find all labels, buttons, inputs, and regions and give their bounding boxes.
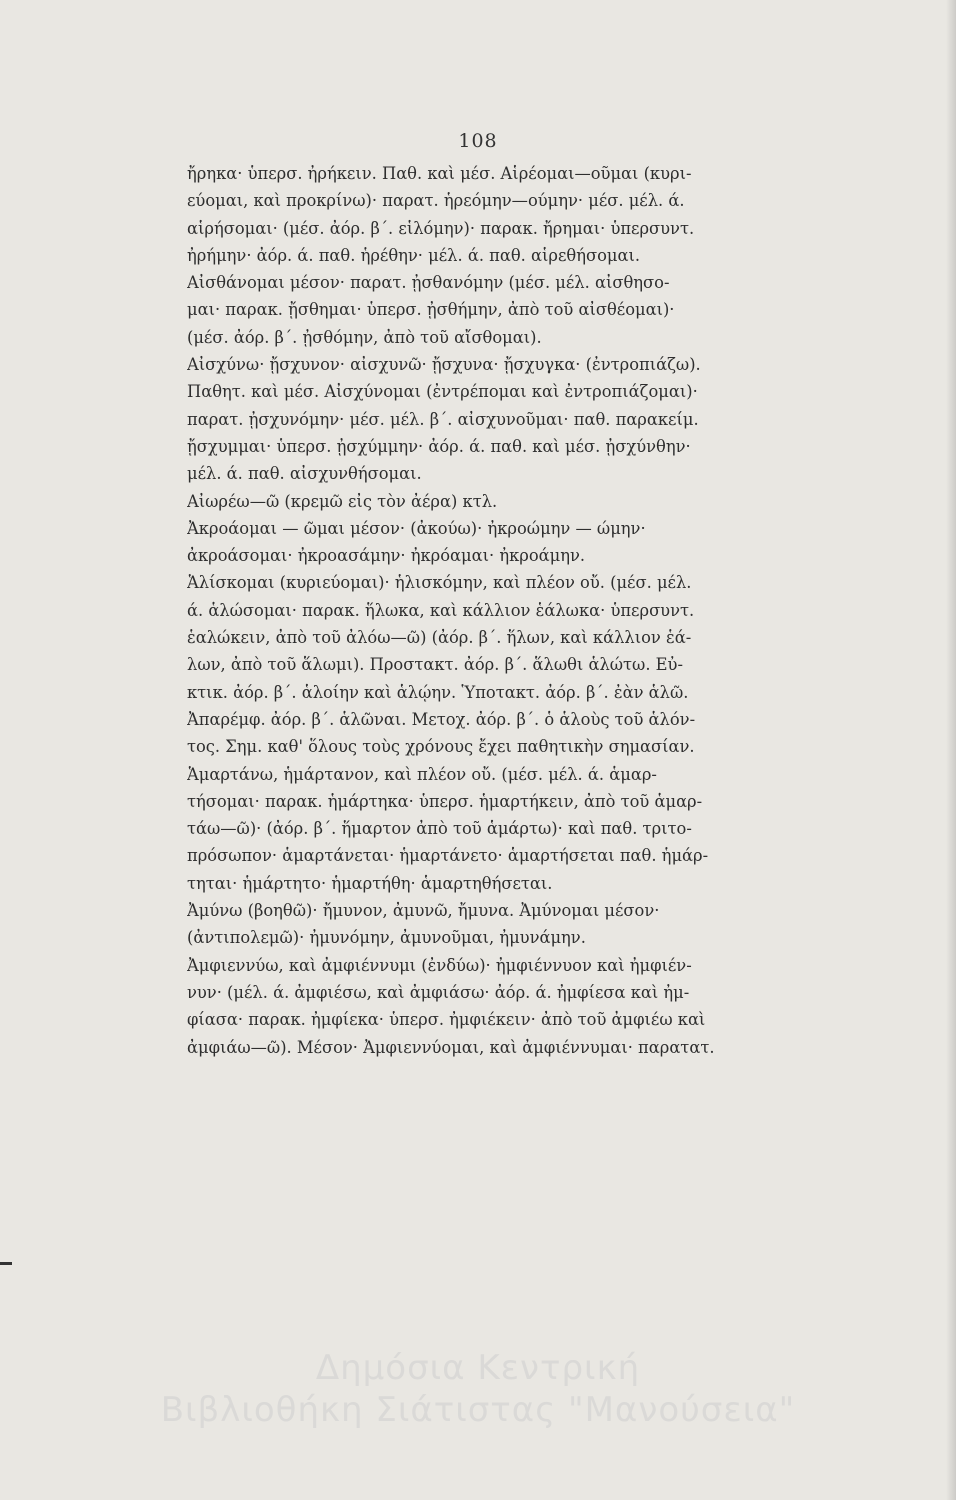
text-line: ἠρήμην· ἀόρ. ά. παθ. ἡρέθην· μέλ. ά. παθ. αἱρεθήσομαι. xyxy=(187,245,641,265)
text-line: Παθητ. καὶ μέσ. Αἰσχύνομαι (ἐντρέπομαι καὶ ἐντροπιάζομαι)· xyxy=(187,382,698,402)
text-line: Ἀπαρέμφ. ἀόρ. β΄. ἁλῶναι. Μετοχ. ἀόρ. β΄. ὁ ἁλοὺς τοῦ ἁλόν- xyxy=(187,709,696,729)
text-line: αἱρήσομαι· (μέσ. ἀόρ. β΄. εἱλόμην)· παρακ. ἤρημαι· ὑπερσυντ. xyxy=(187,218,695,238)
text-line: νυν· (μέλ. ά. ἀμφιέσω, καὶ ἀμφιάσω· ἀόρ. ά. ἠμφίεσα καὶ ἠμ- xyxy=(187,982,690,1002)
text-line: ά. ἁλώσομαι· παρακ. ἥλωκα, καὶ κάλλιον ἑάλωκα· ὑπερσυντ. xyxy=(187,600,695,620)
text-line: Αἰσχύνω· ᾔσχυνον· αἰσχυνῶ· ᾔσχυνα· ᾔσχυγκα· (ἐντροπιάζω). xyxy=(187,355,701,375)
text-line: (ἀντιπολεμῶ)· ἠμυνόμην, ἀμυνοῦμαι, ἠμυνάμην. xyxy=(187,928,586,948)
text-line: πρόσωπον· ἁμαρτάνεται· ἡμαρτάνετο· ἁμαρτήσεται παθ. ἡμάρ- xyxy=(187,846,709,866)
text-line: παρατ. ᾐσχυνόμην· μέσ. μέλ. β΄. αἰσχυνοῦμαι· παθ. παρακείμ. xyxy=(187,409,699,429)
text-line: κτικ. ἀόρ. β΄. ἁλοίην καὶ ἁλῴην. Ὑποτακτ. ἀόρ. β΄. ἐὰν ἁλῶ. xyxy=(187,682,689,702)
scan-edge-shadow xyxy=(946,0,956,1500)
library-watermark-line-2: Βιβλιοθήκη Σιάτιστας "Μανούσεια" xyxy=(160,1390,796,1430)
margin-mark xyxy=(0,1262,12,1265)
text-line: Αἰωρέω—ῶ (κρεμῶ εἰς τὸν ἀέρα) κτλ. xyxy=(187,491,498,511)
text-line: φίασα· παρακ. ἠμφίεκα· ὑπερσ. ἠμφιέκειν· ἀπὸ τοῦ ἀμφιέω καὶ xyxy=(187,1010,706,1030)
text-line: Ἁμαρτάνω, ἡμάρτανον, καὶ πλέον οὔ. (μέσ. μέλ. ά. ἁμαρ- xyxy=(187,764,657,784)
text-body xyxy=(187,160,849,1061)
text-line: μέλ. ά. παθ. αἰσχυνθήσομαι. xyxy=(187,464,422,484)
text-line: (μέσ. ἀόρ. β΄. ᾐσθόμην, ἀπὸ τοῦ αἴσθομαι). xyxy=(187,327,542,347)
text-line: εύομαι, καὶ προκρίνω)· παρατ. ἡρεόμην—ούμην· μέσ. μέλ. ά. xyxy=(187,191,685,211)
text-line: ᾔσχυμμαι· ὑπερσ. ᾐσχύμμην· ἀόρ. ά. παθ. καὶ μέσ. ᾐσχύνθην· xyxy=(187,436,691,456)
text-line: ἀκροάσομαι· ἠκροασάμην· ἠκρόαμαι· ἠκροάμην. xyxy=(187,546,586,566)
text-line: Ἀκροάομαι — ῶμαι μέσον· (ἀκούω)· ἠκροώμην — ώμην· xyxy=(187,518,646,538)
text-line: ἀμφιάω—ῶ). Μέσον· Ἀμφιεννύομαι, καὶ ἀμφιέννυμαι· παρατατ. xyxy=(187,1037,715,1057)
text-line: τηται· ἡμάρτητο· ἡμαρτήθη· ἁμαρτηθήσεται. xyxy=(187,873,553,893)
library-watermark-line-1: Δημόσια Κεντρική xyxy=(315,1348,641,1388)
text-line: Ἁλίσκομαι (κυριεύομαι)· ἡλισκόμην, καὶ πλέον οὔ. (μέσ. μέλ. xyxy=(187,573,692,593)
text-line: τάω—ῶ)· (ἀόρ. β΄. ἥμαρτον ἀπὸ τοῦ ἁμάρτω)· καὶ παθ. τριτο- xyxy=(187,819,692,839)
text-line: Ἀμφιεννύω, καὶ ἀμφιέννυμι (ἐνδύω)· ἠμφιέννυον καὶ ἠμφιέν- xyxy=(187,955,692,975)
text-line: τήσομαι· παρακ. ἡμάρτηκα· ὑπερσ. ἡμαρτήκειν, ἀπὸ τοῦ ἁμαρ- xyxy=(187,791,703,811)
text-line: ἑαλώκειν, ἀπὸ τοῦ ἀλόω—ῶ) (ἀόρ. β΄. ἥλων, καὶ κάλλιον ἑά- xyxy=(187,628,692,648)
page-number: 108 xyxy=(458,130,498,152)
text-line: ἤρηκα· ὑπερσ. ἠρήκειν. Παθ. καὶ μέσ. Αἱρέομαι—οῦμαι (κυρι- xyxy=(187,164,692,183)
text-line: λων, ἀπὸ τοῦ ἅλωμι). Προστακτ. ἀόρ. β΄. ἅλωθι ἁλώτω. Εὐ- xyxy=(187,655,683,675)
text-line: Αἰσθάνομαι μέσον· παρατ. ᾐσθανόμην (μέσ. μέλ. αἰσθησο- xyxy=(187,273,670,293)
text-line: μαι· παρακ. ᾔσθημαι· ὑπερσ. ᾐσθήμην, ἀπὸ τοῦ αἰσθέομαι)· xyxy=(187,300,675,320)
text-line: Ἀμύνω (βοηθῶ)· ἤμυνον, ἀμυνῶ, ἤμυνα. Ἀμύνομαι μέσον· xyxy=(187,901,660,921)
text-line: τος. Σημ. καθ' ὅλους τοὺς χρόνους ἔχει παθητικὴν σημασίαν. xyxy=(187,737,695,757)
